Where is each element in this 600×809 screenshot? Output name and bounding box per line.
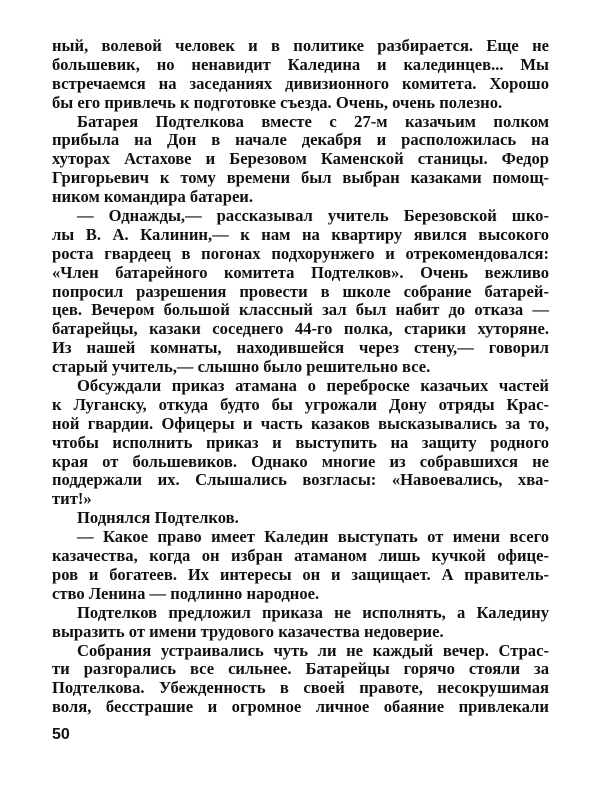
paragraph (52, 207, 549, 377)
text-line: попросил разрешения провести в школе собрание батарей- (52, 281, 549, 301)
text-line: чтобы исполнить приказ и выступить на защиту родного (52, 432, 549, 452)
text-line: выразить от имени трудового казачества недоверие. (52, 621, 444, 641)
text-line: воля, бесстрашие и огромное личное обаяние привлекали (52, 697, 549, 717)
page-number: 50 (52, 726, 70, 743)
text-line: Собрания устраивались чуть ли не каждый вечер. Страс- (77, 640, 549, 660)
text-line: Григорьевич к тому времени был выбран казаками помощ- (52, 168, 549, 188)
text-line: роста гвардеец в погонах подхорунжего и отрекомендовался: (52, 243, 549, 263)
text-line: прибыла на Дон в начале декабря и расположилась на (52, 130, 549, 150)
text-line: «Член батарейного комитета Подтелков». Очень вежливо (52, 262, 549, 282)
text-line: Обсуждали приказ атамана о переброске казачьих частей (77, 376, 549, 396)
page-body-text (52, 37, 549, 717)
text-line: ров и богатеев. Их интересы он и защищает. А правитель- (52, 564, 549, 584)
text-line: Подтелков предложил приказа не исполнять, а Каледину (77, 602, 549, 622)
paragraph (52, 528, 549, 604)
paragraph (52, 113, 549, 207)
text-line: края от большевиков. Однако многие из собравшихся не (52, 451, 549, 471)
text-line: цев. Вечером большой классный зал был набит до отказа — (52, 300, 549, 320)
paragraph (52, 377, 549, 509)
text-line: ной гвардии. Офицеры и часть казаков высказывались за то, (52, 413, 549, 433)
text-line: — Какое право имеет Каледин выступать от имени всего (77, 527, 549, 547)
text-line: встречаемся на заседаниях дивизионного комитета. Хорошо (52, 73, 549, 93)
text-line: батарейцы, казаки соседнего 44-го полка, старики хуторяне. (52, 319, 549, 339)
text-line: Подтелкова. Убежденность в своей правоте, несокрушимая (52, 678, 549, 698)
text-line: большевик, но ненавидит Каледина и калединцев... Мы (52, 54, 549, 74)
paragraph (52, 642, 549, 718)
text-line: к Луганску, откуда будто бы угрожали Дону отряды Крас- (52, 394, 549, 414)
text-line: поддержали их. Слышались возгласы: «Навоевались, хва- (52, 470, 549, 490)
text-line: ный, волевой человек и в политике разбирается. Еще не (52, 36, 549, 55)
text-line: лы В. А. Калинин,— к нам на квартиру явился высокого (52, 224, 549, 244)
paragraph (52, 509, 549, 528)
text-line: тит!» (52, 489, 92, 509)
text-line: ти разгорались все сильнее. Батарейцы горячо стояли за (52, 659, 549, 679)
text-line: ство Ленина — подлинно народное. (52, 583, 320, 603)
text-line: старый учитель,— слышно было решительно все. (52, 357, 431, 377)
paragraph (52, 37, 549, 113)
text-line: Поднялся Подтелков. (77, 508, 239, 528)
text-line: Батарея Подтелкова вместе с 27-м казачьим полком (77, 111, 549, 131)
paragraph (52, 604, 549, 642)
text-line: ником командира батареи. (52, 187, 254, 207)
text-line: казачества, когда он избран атаманом лишь кучкой офице- (52, 546, 549, 566)
text-line: Из нашей комнаты, находившейся через стену,— говорил (52, 338, 549, 358)
text-line: — Однажды,— рассказывал учитель Березовской шко- (77, 206, 549, 226)
text-line: хуторах Астахове и Березовом Каменской станицы. Федор (52, 149, 549, 169)
text-line: бы его привлечь к подготовке съезда. Очень, очень полезно. (52, 92, 503, 112)
